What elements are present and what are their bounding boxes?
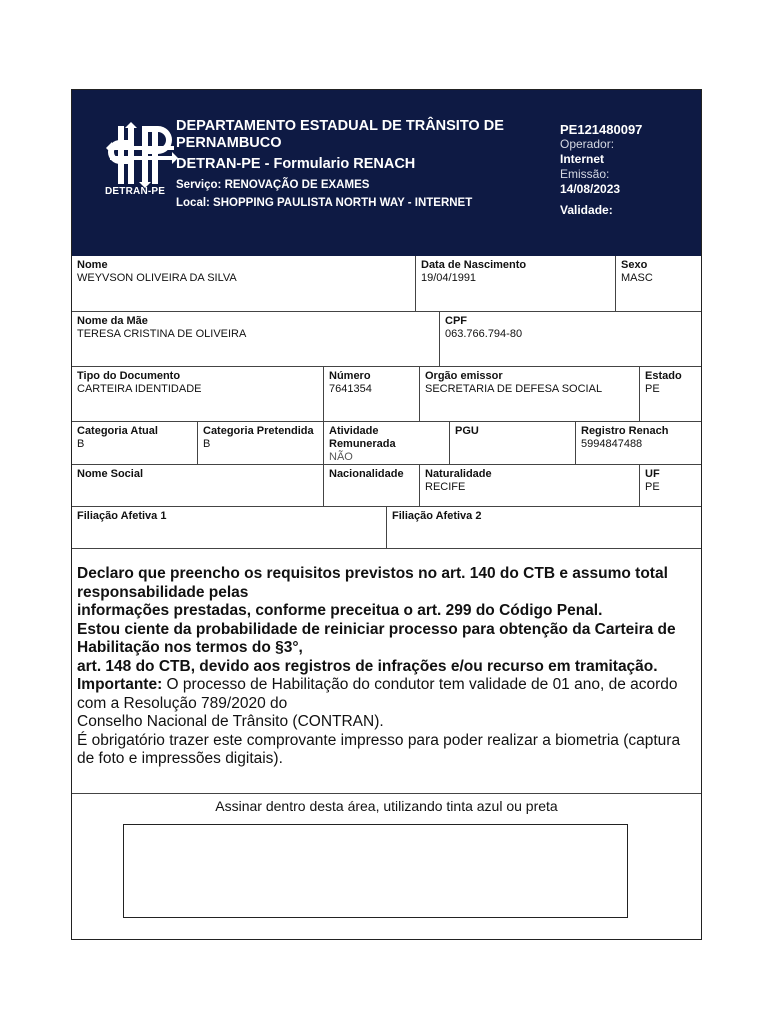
department-name: DEPARTAMENTO ESTADUAL DE TRÂNSITO DE PERNAMBUCO [176, 118, 504, 151]
field-categoria-pretendida [198, 422, 324, 465]
field-categoria-atual [72, 422, 198, 465]
field-label: Filiação Afetiva 2 [392, 510, 482, 522]
field-label: Naturalidade [425, 468, 492, 480]
signature-box [123, 824, 628, 918]
field-orgao-emissor [420, 367, 640, 422]
field-value: PE [645, 383, 660, 395]
declaration-line-6: Conselho Nacional de Trânsito (CONTRAN). [77, 713, 384, 730]
field-label: Número [329, 370, 371, 382]
operator-label: Operador: [560, 137, 615, 151]
field-nome-mae [72, 312, 440, 367]
field-label: Data de Nascimento [421, 259, 527, 271]
local-line: Local: SHOPPING PAULISTA NORTH WAY - INTERNET [176, 197, 473, 209]
field-label: CPF [445, 315, 467, 327]
field-label: Registro Renach [581, 425, 669, 437]
field-label: Nome da Mãe [77, 315, 148, 327]
service-line: Serviço: RENOVAÇÃO DE EXAMES [176, 179, 370, 191]
field-label: Categoria Pretendida [203, 425, 314, 437]
field-value: B [203, 438, 211, 450]
field-uf [640, 465, 701, 507]
field-label: Categoria Atual [77, 425, 158, 437]
validity-label: Validade: [560, 203, 613, 217]
form-title: DETRAN-PE - Formulario RENACH [176, 156, 416, 172]
field-filiacao-2 [387, 507, 701, 549]
renach-form [71, 89, 702, 940]
field-nome-social [72, 465, 324, 507]
issue-label: Emissão: [560, 167, 610, 181]
field-label: Nacionalidade [329, 468, 404, 480]
field-label: Tipo do Documento [77, 370, 181, 382]
declaration-line-3: Estou ciente da probabilidade de reiniciar processo para obtenção da Carteira de Habilitação nos termos do §3°, [77, 620, 676, 656]
protocol-number: PE121480097 [560, 122, 643, 137]
field-nome [72, 256, 416, 312]
declaration-line-2: informações prestadas, conforme preceitua o art. 299 do Código Penal. [77, 602, 603, 619]
operator-value: Internet [560, 152, 605, 166]
header-meta [560, 122, 695, 218]
field-label: Atividade Remunerada [329, 425, 396, 450]
field-registro-renach [576, 422, 701, 465]
field-label: Nome [77, 259, 108, 271]
field-label: Estado [645, 370, 682, 382]
field-atividade-remunerada [324, 422, 450, 465]
logo-text: DETRAN-PE [105, 186, 166, 197]
important-label: Importante: [77, 676, 163, 693]
field-value: NÃO [329, 451, 353, 463]
field-value: 19/04/1991 [421, 272, 477, 284]
field-estado [640, 367, 701, 422]
field-value: RECIFE [425, 481, 466, 493]
field-value: 063.766.794-80 [445, 328, 523, 340]
field-label: Nome Social [77, 468, 144, 480]
field-numero [324, 367, 420, 422]
field-value: PE [645, 481, 660, 493]
field-label: Filiação Afetiva 1 [77, 510, 167, 522]
field-value: WEYVSON OLIVEIRA DA SILVA [77, 272, 237, 284]
field-pgu [450, 422, 576, 465]
field-value: SECRETARIA DE DEFESA SOCIAL [425, 383, 603, 395]
field-filiacao-1 [72, 507, 387, 549]
field-value: 7641354 [329, 383, 372, 395]
signature-section [72, 794, 701, 940]
field-naturalidade [420, 465, 640, 507]
field-value: CARTEIRA IDENTIDADE [77, 383, 202, 395]
field-sexo [616, 256, 701, 312]
declaration-line-7: É obrigatório trazer este comprovante impresso para poder realizar a biometria (captura de foto e impressões digitais). [77, 731, 681, 767]
field-label: Orgão emissor [425, 370, 503, 382]
field-label: Sexo [621, 259, 648, 271]
field-value: B [77, 438, 85, 450]
declaration-line-4: art. 148 do CTB, devido aos registros de infrações e/ou recurso em tramitação. [77, 657, 658, 675]
form-header [72, 90, 701, 256]
field-cpf [440, 312, 701, 367]
issue-date: 14/08/2023 [560, 182, 621, 196]
field-value: TERESA CRISTINA DE OLIVEIRA [77, 328, 247, 340]
important-text: O processo de Habilitação do condutor tem validade de 01 ano, de acordo com a Resolução 789/2020 do [77, 676, 678, 712]
declaration-line-1: Declaro que preencho os requisitos previstos no art. 140 do CTB e assumo total responsabilidade pelas [77, 565, 668, 601]
declaration [72, 549, 701, 794]
field-nacionalidade [324, 465, 420, 507]
field-label: UF [645, 468, 660, 480]
field-value: MASC [621, 272, 653, 284]
important-note [77, 676, 696, 713]
field-label: PGU [455, 425, 479, 437]
signature-caption: Assinar dentro desta área, utilizando tinta azul ou preta [215, 798, 558, 814]
field-value: 5994847488 [581, 438, 643, 450]
field-tipo-documento [72, 367, 324, 422]
field-nascimento [416, 256, 616, 312]
